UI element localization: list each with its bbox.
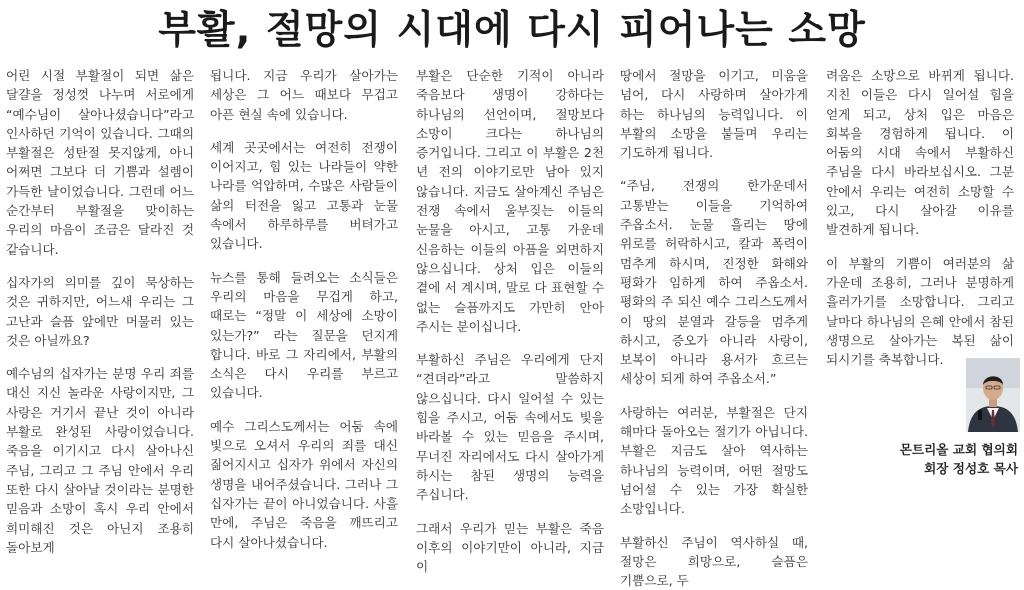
paragraph: 이 부활의 기쁨이 여러분의 삶 가운데 조용히, 그러나 분명하게 흘러가기를 소망합니다. 그리고 날마다 하나님의 은혜 안에서 참된 생명으로 살아가는 복된 삶이 되시기를 축복합니다. [826, 255, 1019, 368]
paragraph: 땅에서 절망을 이기고, 미움을 넘어, 다시 사랑하며 살아가게 하는 하나님의 능력입니다. 이 부활의 소망을 붙들며 우리는 기도하게 됩니다. [620, 68, 813, 161]
paragraph: 그래서 우리가 믿는 부활은 죽음 이후의 이야기만이 아니라, 지금 이 [416, 520, 609, 575]
paragraph: 부활하신 주님은 우리에게 단지 “견뎌라”라고 말씀하지 않으십니다. 다시 일어설 수 있는 힘을 주시고, 어둠 속에서도 빛을 바라볼 수 있는 믿음을 주시며, 무너진 자리에서도 다시 살아가게 하시는 참된 생명의 능력을 주십니다. [416, 352, 609, 503]
paragraph: 사랑하는 여러분, 부활절은 단지 해마다 돌아오는 절기가 아닙니다. 부활은 지금도 살아 역사하는 하나님의 능력이며, 어떤 절망도 넘어설 수 있는 가장 확실한 소망입니다. [620, 404, 813, 517]
column-2 [210, 66, 403, 550]
column-1 [6, 66, 199, 555]
author-photo [966, 358, 1020, 432]
paragraph: 부활은 단순한 기적이 아니라 죽음보다 생명이 강하다는 하나님의 선언이며, 절망보다 소망이 크다는 하나님의 증거입니다. 그리고 이 부활은 2천 년 전의 이야기로만 남아 있지 않습니다. 지금도 살아계신 주님은 전쟁 속에서 울부짖는 이들의 눈물을 아시고, 고통 가운데 신음하는 이들의 아픔을 외면하지 않으십니다. 상처 입은 이들의 곁에 서 계시며, 말로 다 표현할 수 없는 슬픔까지도 가만히 안아 주시는 분이십니다. [416, 68, 609, 334]
column-3 [416, 66, 609, 575]
paragraph: 예수 그리스도께서는 어둠 속에 빛으로 오셔서 우리의 죄를 대신 짊어지시고 십자가 위에서 자신의 생명을 내어주셨습니다. 그러나 그 십자가는 끝이 아니었습니다. 사흘 만에, 주님은 죽음을 깨뜨리고 다시 살아나셨습니다. [210, 418, 403, 550]
paragraph: 어린 시절 부활절이 되면 삶은 달걀을 정성껏 나누며 서로에게 “예수님이 살아나셨습니다”라고 인사하던 기억이 있습니다. 그때의 부활절은 성탄절 못지않게, 아니 어쩌면 그보다 더 기쁨과 설렘이 가득한 날이었습니다. 그런데 어느 순간부터 부활절을 맞이하는 우리의 마음이 조금은 달라진 것 같습니다. [6, 68, 199, 257]
paragraph: 세계 곳곳에서는 여전히 전쟁이 이어지고, 힘 있는 나라들이 약한 나라를 억압하며, 수많은 사람들이 삶의 터전을 잃고 고통과 눈물 속에서 하루하루를 버텨가고 있습니다. [210, 139, 403, 252]
article-body [0, 66, 1024, 589]
paragraph: 십자가의 의미를 깊이 묵상하는 것은 귀하지만, 어느새 우리는 그 고난과 슬픔 앞에만 머물러 있는 것은 아닐까요? [6, 274, 199, 348]
paragraph: 됩니다. 지금 우리가 살아가는 세상은 그 어느 때보다 무겁고 아픈 현실 속에 있습니다. [210, 68, 403, 122]
paragraph: 려움은 소망으로 바뀌게 됩니다. 지친 이들은 다시 일어설 힘을 얻게 되고, 상처 입은 마음은 회복을 경험하게 됩니다. 이 어둠의 시대 속에서 부활하신 주님을 다시 바라보십시오. 그분 안에서 우리는 여전히 소망할 수 있고, 다시 살아갈 이유를 발견하게 됩니다. [826, 68, 1019, 238]
paragraph: 뉴스를 통해 들려오는 소식들은 우리의 마음을 무겁게 하고, 때로는 “정말 이 세상에 소망이 있는가?” 라는 질문을 던지게 합니다. 바로 그 자리에서, 부활의 소식은 다시 우리를 부르고 있습니다. [210, 269, 403, 401]
paragraph: 부활하신 주님이 역사하실 때, 절망은 희망으로, 슬픔은 기쁨으로, 두 [620, 534, 813, 589]
author-name: 회장 정성호 목사 [924, 461, 1018, 476]
column-4 [620, 66, 813, 589]
author-byline [900, 440, 1018, 478]
paragraph: “주님, 전쟁의 한가운데서 고통받는 이들을 기억하여 주옵소서. 눈물 흘리는 땅에 위로를 허락하시고, 칼과 폭력이 멈추게 하시며, 진정한 화해와 평화가 임하게 하여 주옵소서. 평화의 주 되신 예수 그리스도께서 이 땅의 분열과 갈등을 멈추게 하시고, 증오가 아니라 사랑이, 보복이 아니라 용서가 흐르는 세상이 되게 하여 주옵소서.” [620, 178, 813, 387]
article-title: 부활, 절망의 시대에 다시 피어나는 소망 [158, 8, 866, 53]
author-affiliation: 몬트리올 교회 협의회 [899, 442, 1018, 457]
paragraph: 예수님의 십자가는 분명 우리 죄를 대신 지신 놀라운 사랑이지만, 그 사랑은 거기서 끝난 것이 아니라 부활로 완성된 사랑이었습니다. 죽음을 이기시고 다시 살아나신 주님, 그리고 그 주님 안에서 우리 또한 다시 살아날 것이라는 분명한 믿음과 소망이 혹시 우리 안에서 희미해진 것은 아닌지 조용히 돌아보게 [6, 366, 199, 555]
